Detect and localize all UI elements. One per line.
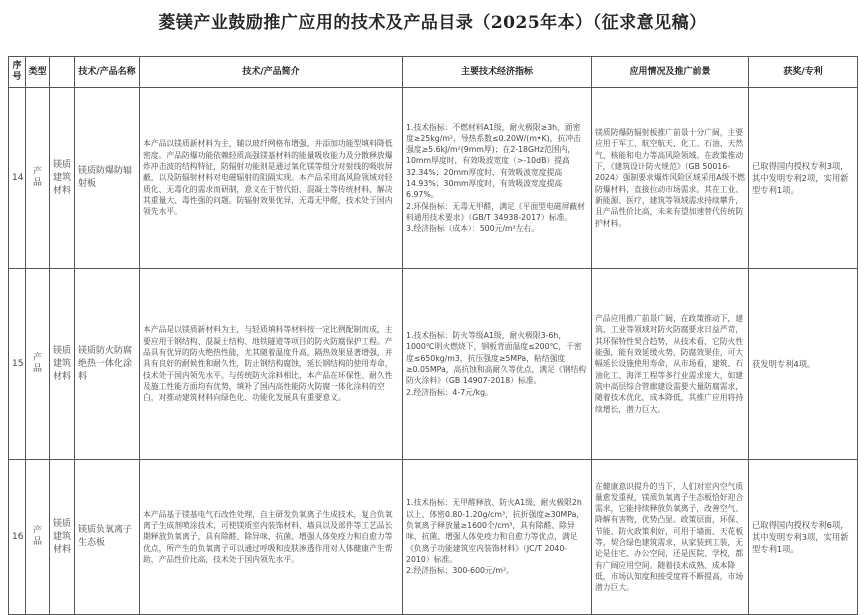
- cell-seq: 15: [9, 269, 26, 460]
- cell-awards: 已取得国内授权专利6项，其中发明专利3项，实用新型专利1项。: [749, 460, 858, 615]
- cell-category: 镁质建筑材料: [50, 88, 75, 269]
- cell-indicators: 1.技术指标：无甲醛释放、防火A1级、耐火极限2h以上、体密0.80-1.20g/cm³，抗折强度≥30MPa，负氧离子释放量≥1600个/cm³，具有除醛、除异味、抗菌、增强人体免疫力和自愈力等优点，满足《负离子功能建筑室内装饰材料》（JC/T 2040-2010）标准。 2.经济指标：300-600元/m²。: [403, 460, 592, 615]
- cell-indicators: 1.技术指标：不燃材料A1级，耐火极限≥3h，面密度≥25kg/m²，导热系数≤0.20W/(m•K)，抗冲击强度≥5.6kJ/m²(9mm厚)；在2-18GHz范围内，10mm厚度时，有效吸波宽度（>-10dB）提高32.34%；20mm厚度时，有效吸波宽度提高14.93%；30mm厚度时，有效吸波宽度提高6.97%。 2.环保指标：无毒无甲醛，满足《平面型电磁屏蔽材料通用技术要求》（GB/T 34938-2017）标准。 3.经济指标（成本）：500元/m²左右。: [403, 88, 592, 269]
- cell-type: 产品: [26, 460, 50, 615]
- table-row: [9, 460, 858, 615]
- cell-category: 镁质建筑材料: [50, 269, 75, 460]
- header-awards: 获奖/专利: [749, 57, 858, 88]
- table-row: [9, 88, 858, 269]
- catalog-table: [8, 56, 858, 615]
- cell-indicators: 1.技术指标：防火等级A1级，耐火极限3-6h，1000℃明火燃烧下，钢板背面温度≤200℃，干密度≤650kg/m3，抗压强度≥5MPa，粘结强度≥0.05MPa，高抗蚀和高耐久等优点，满足《钢结构防火涂料》（GB 14907-2018）标准。 2.经济指标：4-7元/kg。: [403, 269, 592, 460]
- cell-name: 镁质负氧离子生态板: [75, 460, 140, 615]
- table-header-row: [9, 57, 858, 88]
- header-indicators: 主要技术经济指标: [403, 57, 592, 88]
- header-seq: 序号: [9, 57, 26, 88]
- cell-application: 产品应用推广前景广阔，在政策推动下，建筑、工业等领域对防火防腐要求日益严苛，其环保特性契合趋势，从技术看，它防火性能强，能有效延缓火势，防腐效果佳，可大幅延长设施使用寿命，从市场看，建筑、石油化工、海洋工程等多行业需求庞大，如建筑中高层综合管廊建设需要大量防腐需求，随着技术优化，成本降低，其推广应用将持续增长，潜力巨大。: [592, 269, 749, 460]
- cell-application: 镁质防爆防辐射板推广前景十分广阔，主要应用于军工、航空航天、化工、石油、天然气、核能和电力等高风险领域。在政策推动下，《建筑设计防火规范》（GB 50016-2024）强制要求爆炸风险区域采用A级不燃防爆材料，直接拉动市场需求。其在工业、新能源、医疗、建筑等领域需求持续攀升，且产品性价比高，未来有望加速替代传统防护材料。: [592, 88, 749, 269]
- cell-type: 产品: [26, 88, 50, 269]
- cell-application: 在健康意识提升的当下，人们对室内空气质量愈发重视，镁质负氧离子生态板恰好迎合需求，它能持续释放负氧离子，改善空气、降解有害物，优势凸显。政策层面，环保、节能、防火政策利好，可用于墙面、天花板等，契合绿色建筑需求，从家装到工装，无论是住宅、办公空间，还是医院、学校，都有广阔应用空间。随着技术成熟、成本降低，市场认知度和接受度将不断提高，市场潜力巨大。: [592, 460, 749, 615]
- cell-name: 镁质防火防腐绝热一体化涂料: [75, 269, 140, 460]
- cell-name: 镁质防爆防辐射板: [75, 88, 140, 269]
- cell-desc: 本产品是以镁质新材料为主，与轻质填料等材料按一定比例配制而成，主要应用于钢结构、混凝土结构、地铁隧道等项目的防火防腐保护工程。产品具有优异的防火绝热性能，尤其随着温度升高，隔热效果显著增强，并具有良好的耐候性和耐久性，防止钢结构腐蚀，延长钢结构的使用寿命，技术处于国内领先水平。与传统防火涂料相比，本产品在环保性、耐久性及施工性能方面均有优势，填补了国内高性能防火防腐一体化涂料的空白，对推动建筑材料向绿色化、功能化发展具有重要意义。: [140, 269, 403, 460]
- header-type: 类型: [26, 57, 50, 88]
- cell-desc: 本产品以镁质新材料为主，辅以玻纤网格布增强，并添加功能型填料降低密度。产品防爆功能依赖轻质高强镁基材料的能量吸收能力及分散释放爆炸冲击波的结构特征，防辐射功能则是通过氧化镁等组分对射线的吸收屏蔽，以及防辐射材料对电磁辐射的阻隔实现。本产品采用高风险领域对轻质化、无毒化的需求而研制，意义在于替代铅、混凝土等传统材料，解决其重量大、毒性强的问题。防辐射效果优异，无毒无甲醛，技术处于国内领先水平。: [140, 88, 403, 269]
- header-desc: 技术/产品简介: [140, 57, 403, 88]
- header-category: [50, 57, 75, 88]
- cell-awards: 获发明专利4项。: [749, 269, 858, 460]
- cell-desc: 本产品基于镁基电气石改性处理，自主研发负氧离子生成技术，复合负氧离子生成剂喷涂技术，可使镁质室内装饰材料、墙具以及部件等工艺品长期释放负氧离子，具有除醛、除异味、抗菌、增强人体免疫力和自愈力等优点，所产生的负氧离子可以通过呼吸和皮肤渗透作用对人体健康产生帮助，产品性价比高，技术处于国内领先水平。: [140, 460, 403, 615]
- document-title: 菱镁产业鼓励推广应用的技术及产品目录（2025年本）（征求意见稿）: [158, 13, 707, 33]
- cell-seq: 14: [9, 88, 26, 269]
- header-name: 技术/产品名称: [75, 57, 140, 88]
- cell-type: 产品: [26, 269, 50, 460]
- cell-seq: 16: [9, 460, 26, 615]
- header-application: 应用情况及推广前景: [592, 57, 749, 88]
- cell-category: 镁质建筑材料: [50, 460, 75, 615]
- cell-awards: 已取得国内授权专利3项，其中发明专利2项，实用新型专利1项。: [749, 88, 858, 269]
- table-row: [9, 269, 858, 460]
